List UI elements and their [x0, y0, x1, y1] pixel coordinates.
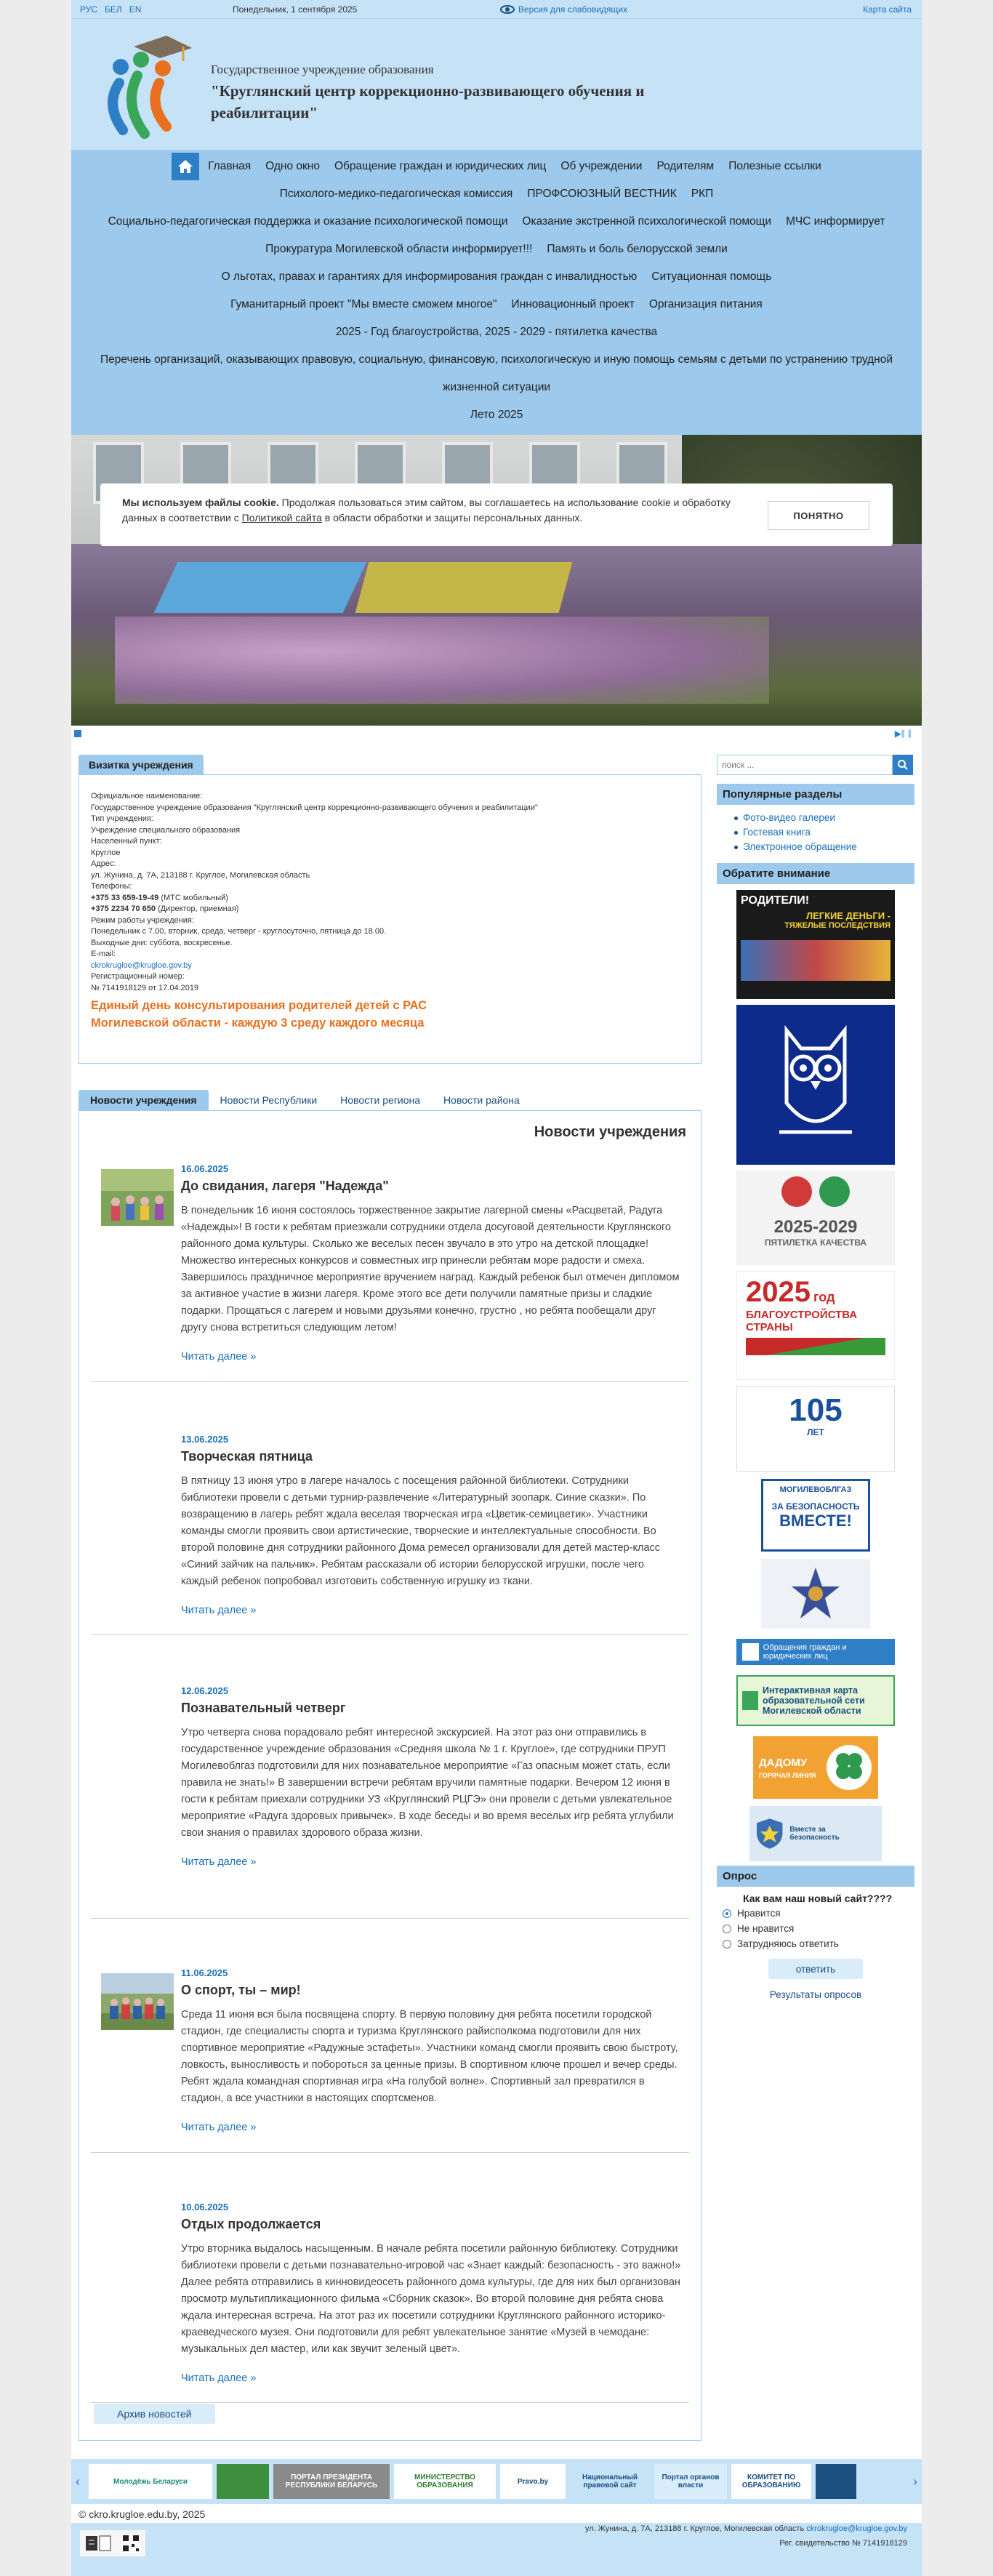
visit-line: Режим работы учреждения:: [91, 915, 194, 925]
footer-email-link[interactable]: ckrokruglоe@kruglоe.gov.by: [806, 2524, 907, 2533]
banner-text: Вместе за безопасность: [789, 1826, 840, 1842]
visit-line: Круглое: [91, 848, 121, 857]
banner-text: РОДИТЕЛИ!: [741, 894, 810, 907]
banner-text: ЗА БЕЗОПАСНОСТЬ: [771, 1501, 860, 1512]
read-more-link[interactable]: Читать далее »: [181, 1856, 257, 1868]
cookie-text: [122, 495, 762, 526]
popular-gallery[interactable]: Фото-видео галереи: [743, 811, 914, 825]
banner-text: Интерактивная карта образовательной сети Могилевской области: [763, 1685, 865, 1716]
news-title[interactable]: До свидания, лагеря "Надежда": [181, 1179, 389, 1193]
news-title[interactable]: Творческая пятница: [181, 1449, 313, 1464]
news-text: В пятницу 13 июня утро в лагере началось с посещения районной библиотеки. Сотрудники библиотеки провели с детьми турнир-развлечение «Литературный зоопарк. Синие сказки». По возвращению в лагерь ребят ждала веселая творческая игра «Цветик-семицветик». Участники команды смогли проявить свои артистические, творческие и интеллектуальные способности. Во второй половине дня сотрудники районного Дома ремесел организовали для детей мастер-класс «Синий зайчик на пальчик». Ребятам рассказали об истории белорусской игрушки, после чего каждый ребенок попробовал изготовить собственную игрушку из ткани.: [181, 1475, 661, 1587]
poll-option[interactable]: [717, 1906, 914, 1921]
footer-address: [585, 2524, 907, 2533]
news-title[interactable]: Познавательный четверг: [181, 1701, 346, 1715]
news-text: Среда 11 июня вся была посвящена спорту. В первую половину дня ребята посетили городской стадион, где специалисты спорта и туризма Круглянского райисполкома подготовили для них спортивное мероприятие «Радужные эстафеты». Участники команд смогли проявить свою быстроту, ловкость, выносливость и побороться за ценные призы. В спортивном ключе прошел и вечер среды. Ребят ждала командная спортивная игра «На голубой волне». Спортивный зал превратился в стадион, а все участники в настоящих спортсменов.: [181, 2009, 678, 2104]
nav-item[interactable]: Ситуационная помощь: [651, 270, 772, 283]
read-more-link[interactable]: Читать далее »: [181, 1351, 257, 1363]
news-tabs: [79, 1090, 701, 1110]
tab-district-news[interactable]: Новости района: [443, 1094, 520, 1106]
phone-2-desc: (Директор, приемная): [156, 904, 239, 913]
banner-text: ЛЕГКИЕ ДЕНЬГИ -: [805, 910, 891, 921]
attention-head: Обратите внимание: [717, 863, 914, 884]
tab-region-news[interactable]: Новости региона: [340, 1094, 421, 1106]
banner-text: ДАДОМУ: [759, 1756, 808, 1769]
nav-row-9: [79, 401, 914, 429]
banner-emblem: [781, 1176, 812, 1207]
slider-controls: [71, 726, 922, 740]
banner-dadomu-texts: [759, 1757, 820, 1779]
nav-item[interactable]: Психолого-медико-педагогическая комиссия: [279, 188, 513, 200]
nav-item[interactable]: 2025 - Год благоустройства, 2025 - 2029 - пятилетка качества: [335, 326, 658, 338]
poll-results-link[interactable]: Результаты опросов: [769, 1989, 862, 2000]
home-button[interactable]: [172, 153, 199, 180]
nav-row-6: [79, 291, 914, 318]
nav-item[interactable]: Одно окно: [265, 160, 320, 172]
nav-row-8: [79, 346, 914, 401]
news-title[interactable]: Отдых продолжается: [181, 2217, 321, 2231]
visit-line: Адрес:: [91, 859, 116, 868]
star-emblem-icon: [790, 1565, 841, 1623]
play-icon[interactable]: ▶: [894, 729, 901, 739]
visit-reg-label: Регистрационный номер:: [91, 972, 185, 981]
visit-line: E-mail:: [91, 950, 116, 958]
org-type: Государственное учреждение образования: [211, 63, 434, 76]
partner-logo[interactable]: ПОРТАЛ ПРЕЗИДЕНТА РЕСПУБЛИКИ БЕЛАРУСЬ: [273, 2464, 390, 2499]
news-text: Утро вторника выдалось насыщенным. В начале ребята посетили районную библиотеку. Сотрудники библиотеки провели с детьми познавательно-игровой час «Знает каждый: безопасность - это важно!» Далее ребята отправились в кинновидеосеть районного дома культуры, где для них был организован просмотр мультипликационного фильма «Сборник сказок». Во второй половине дня ребята снова ждала интересная встреча. На этот раз их посетили сотрудники Круглянского районного историко-краеведческого музея. Они подготовили для ребят увлекательное занятие «Музей в чемодане: музыкальных дел мастер, или как звучит зеленый цвет».: [181, 2243, 681, 2355]
read-more-link[interactable]: Читать далее »: [181, 2372, 257, 2384]
news-date: 16.06.2025: [181, 1163, 229, 1174]
banner-text: ВМЕСТЕ!: [779, 1512, 852, 1530]
footer-registration: Рег. свидетельство № 7141918129: [779, 2539, 907, 2548]
visit-card: [79, 774, 701, 1064]
nav-item[interactable]: РКП: [691, 188, 714, 200]
poll-option[interactable]: [717, 1921, 914, 1936]
nav-row-5: [79, 263, 914, 291]
nav-item[interactable]: МЧС информирует: [786, 215, 885, 228]
banner-text: Обращения граждан и юридических лиц: [763, 1643, 847, 1661]
map-icon: [742, 1691, 758, 1710]
visit-reg: № 7141918129 от 17.04.2019: [91, 983, 199, 992]
footer-address-text: ул. Жунина, д. 7А, 213188 г. Круглое, Могилевская область: [584, 2524, 807, 2533]
banner-text: ТЯЖЕЛЫЕ ПОСЛЕДСТВИЯ: [784, 921, 891, 930]
counter-badge[interactable]: [80, 2530, 145, 2556]
poll-question: Как вам наш новый сайт????: [743, 1893, 893, 1904]
banner-flag: [746, 1338, 885, 1355]
news-date: 11.06.2025: [181, 1967, 228, 1978]
qr-icon: [121, 2534, 140, 2553]
phone-1-number[interactable]: +375 33 659-19-49: [91, 893, 159, 902]
news-date: 13.06.2025: [181, 1434, 229, 1445]
banner-owl[interactable]: [736, 1005, 895, 1165]
nav-item[interactable]: Память и боль белорусской земли: [547, 243, 728, 255]
partner-logo[interactable]: МИНИСТЕРСТВО ОБРАЗОВАНИЯ: [394, 2464, 496, 2499]
nav-row-4: [79, 236, 914, 263]
news-date: 12.06.2025: [181, 1685, 229, 1696]
clover-icon: [826, 1744, 872, 1791]
nav-row-2: [79, 180, 914, 208]
news-divider: [91, 2402, 689, 2403]
visit-line: Государственное учреждение образования "Круглянский центр коррекционно-развивающего обучения и реабилитации": [91, 803, 538, 812]
nav-item[interactable]: Родителям: [656, 160, 715, 172]
slide-flowerbed: [355, 562, 573, 613]
main-nav: [71, 150, 922, 435]
main-column: [79, 755, 701, 2441]
poll-option-label: Затрудняюсь ответить: [737, 1938, 839, 1949]
news-divider: [91, 2152, 689, 2153]
news-thumbnail[interactable]: [101, 1973, 174, 2030]
nav-item[interactable]: Лето 2025: [470, 409, 523, 421]
banner-image: [741, 940, 891, 981]
tab-republic-news[interactable]: Новости Республики: [220, 1094, 318, 1106]
visit-line: Официальное наименование:: [91, 792, 203, 801]
visit-line: Телефоны:: [91, 882, 132, 891]
news-content: [181, 1685, 682, 1868]
popular-e-appeal[interactable]: Электронное обращение: [743, 840, 914, 854]
banner-year-line: [746, 1276, 885, 1309]
news-panel: [79, 1110, 701, 2441]
copyright: © ckro.kruglоe.edu.by, 2025: [79, 2508, 206, 2520]
visit-line: Тип учреждения:: [91, 814, 153, 823]
banner-dadomu[interactable]: [753, 1736, 878, 1799]
page: [71, 0, 922, 2576]
language-switcher: [80, 4, 141, 15]
nav-item[interactable]: Перечень организаций, оказывающих правовую, социальную, финансовую, психологическую и иную помощь семьям с детьми по устранению трудной жизненной ситуации: [100, 353, 893, 393]
shield-icon: [755, 1817, 784, 1850]
banner-text: ЛЕТ: [807, 1427, 824, 1437]
news-divider: [91, 1634, 689, 1635]
banner-year-improvement[interactable]: [736, 1271, 895, 1380]
phone-1-desc: (МТС мобильный): [158, 893, 228, 902]
banner-emblem: [819, 1176, 850, 1207]
partner-logo[interactable]: Национальный правовой сайт: [570, 2464, 650, 2499]
news-title[interactable]: О спорт, ты – мир!: [181, 1983, 301, 1997]
footer: [71, 2523, 922, 2576]
nav-item[interactable]: Полезные ссылки: [728, 160, 821, 172]
pause-icon[interactable]: ❚❚: [899, 729, 913, 738]
visit-line: Учреждение специального образования: [91, 825, 241, 835]
search-button[interactable]: [893, 755, 913, 775]
banner-text: 2025: [746, 1276, 811, 1308]
banner-text: ГОРЯЧАЯ ЛИНИЯ: [759, 1771, 816, 1779]
radio[interactable]: [723, 1925, 731, 1933]
banner-emblem-star[interactable]: [761, 1559, 870, 1629]
banner-emblems: [736, 1176, 895, 1207]
visit-line: ул. Жунина, д. 7А, 213188 г. Круглое, Могилевская область: [91, 870, 310, 880]
banner-text: МОГИЛЕВОБЛГАЗ: [779, 1485, 852, 1494]
nav-item[interactable]: Прокуратура Могилевской области информирует!!!: [265, 243, 533, 255]
partner-logo[interactable]: КОМИТЕТ ПО ОБРАЗОВАНИЮ: [731, 2464, 811, 2499]
nav-item[interactable]: Инновационный проект: [511, 298, 635, 310]
partners-carousel: [71, 2459, 922, 2504]
banner-text: год: [813, 1290, 835, 1304]
slide-flowerbed: [115, 617, 769, 704]
cookie-accept-button[interactable]: ПОНЯТНО: [768, 501, 869, 530]
search-form: [717, 755, 914, 775]
visit-line: Выходные дни: суббота, воскресенье.: [91, 938, 233, 947]
radio-checked[interactable]: [723, 1909, 731, 1918]
slide-indicator[interactable]: [74, 730, 81, 737]
current-date: Понедельник, 1 сентября 2025: [233, 4, 358, 15]
search-icon: [897, 759, 909, 771]
banner-quality-five-year[interactable]: [736, 1171, 895, 1265]
poll-option[interactable]: [717, 1936, 914, 1951]
banner-interactive-map[interactable]: [736, 1675, 895, 1726]
home-icon: [177, 159, 193, 174]
partner-logo[interactable]: Молодёжь Беларуси: [89, 2464, 212, 2499]
phone-2-number[interactable]: +375 2234 70 650: [91, 904, 156, 913]
carousel-next-icon[interactable]: ›: [913, 2473, 917, 2489]
nav-row-1: [79, 153, 914, 180]
banner-105-years[interactable]: [736, 1386, 895, 1472]
topbar: [71, 0, 922, 19]
poll-vote-button[interactable]: ответить: [768, 1959, 863, 1979]
radio[interactable]: [723, 1940, 731, 1949]
org-name: "Круглянский центр коррекционно-развивающего обучения и реабилитации": [211, 82, 645, 121]
cookie-bold: Мы используем файлы cookie.: [122, 497, 279, 508]
banner-appeals[interactable]: [736, 1639, 895, 1665]
news-content: [181, 1163, 682, 1363]
banner-text: СТРАНЫ: [746, 1321, 793, 1333]
nav-item[interactable]: Социально-педагогическая поддержка и оказание психологической помощи: [108, 215, 508, 228]
pen-icon: [742, 1643, 759, 1661]
banner-legkie-dengi[interactable]: [736, 890, 895, 999]
search-input[interactable]: [717, 755, 893, 775]
visit-line: Понедельник с 7.00, вторник, среда, четверг - круглосуточно, пятница до 18.00.: [91, 927, 387, 936]
cookie-policy-link[interactable]: Политикой сайта: [241, 512, 322, 523]
phone-1: [91, 893, 689, 904]
cookie-text-1: Продолжая пользоваться этим сайтом, вы соглашаетесь на использование cookie и обработку данных в соответствии с: [122, 497, 731, 523]
lang-by[interactable]: БЕЛ: [105, 4, 122, 15]
popular-guestbook[interactable]: Гостевая книга: [743, 825, 914, 840]
news-archive-button[interactable]: Архив новостей: [94, 2404, 215, 2424]
news-content: [181, 1434, 682, 1616]
nav-item[interactable]: Гуманитарный проект "Мы вместе сможем многое": [230, 298, 497, 310]
poll-block: [717, 1866, 914, 2000]
news-divider: [91, 1918, 689, 1919]
impaired-version-link[interactable]: [500, 4, 627, 15]
news-divider: [91, 1381, 689, 1382]
popular-head: Популярные разделы: [717, 784, 914, 805]
carousel-prev-icon[interactable]: ‹: [76, 2473, 80, 2489]
hero-slider: [71, 435, 922, 726]
nav-item[interactable]: Организация питания: [648, 298, 763, 310]
news-content: [181, 1967, 682, 2133]
attention-block: [717, 863, 914, 1861]
read-more-link[interactable]: Читать далее »: [181, 1605, 257, 1616]
owl-icon: [768, 1023, 863, 1147]
news-text: В понедельник 16 июня состоялось торжественное закрытие лагерной смены «Расцветай, Радуга «Надежды»! В гости к ребятам приезжали сотрудники отдела досуговой деятельности Круглянского районного дома культуры. Сколько же веселых песен звучало в это утро на детской площадке! Множество интересных конкурсов и совместных игр принесли ребятам море радости и смеха. Завершилось праздничное мероприятие вручением наград. Каждый ребенок был отмечен дипломом за активное участие в жизни лагеря. Кроме этого все дети получили памятные призы и сладкие подарки. Прощаться с лагерем и новыми друзьями конечно, грустно , но ребята пообещали друг другу снова встретиться следующим летом!: [181, 1205, 680, 1333]
popular-sections: [717, 784, 914, 860]
tab-institution-news[interactable]: Новости учреждения: [79, 1090, 209, 1110]
news-text: Утро четверга снова порадовало ребят интересной экскурсией. На этот раз они отправились в государственное учреждение образования «Средняя школа № 1 г. Круглое», где сотрудники ПРУП Могилевоблгаз подготовили для них познавательное мероприятие «Газ опасным может стать, если правила не знать!» В завершении встречи ребятам вручили памятные подарки. Вечером 12 июня в гости к ребятам приехали сотрудники УЗ «Круглянский РЦГЭ» они провели с детьми увлекательное мероприятие «Радуга здоровых привычек». В ходе беседы и во время веселых игр ребята углубили свои знания о правилах здорового образа жизни.: [181, 1727, 674, 1839]
partners-logos: [84, 2464, 909, 2499]
nav-item[interactable]: Обращение граждан и юридических лиц: [334, 160, 547, 172]
read-more-link[interactable]: Читать далее »: [181, 2122, 257, 2133]
nav-item[interactable]: Оказание экстренной психологической помощи: [522, 215, 772, 228]
partner-logo[interactable]: Pravo.by: [500, 2464, 566, 2499]
impaired-label: Версия для слабовидящих: [518, 4, 628, 15]
partner-logo[interactable]: [217, 2464, 269, 2499]
banner-text: 2025-2029: [773, 1217, 858, 1237]
nav-item[interactable]: Об учреждении: [560, 160, 643, 172]
banner-together-safety[interactable]: [749, 1806, 882, 1861]
logo-icon[interactable]: [90, 32, 199, 141]
rds-announcement[interactable]: Единый день консультирования родителей детей с РАС Могилевской области - каждую 3 среду каждого месяца: [91, 999, 427, 1030]
nav-item[interactable]: О льготах, правах и гарантиях для информирования граждан с инвалидностью: [221, 270, 638, 283]
nav-item[interactable]: Главная: [208, 160, 252, 172]
banner-mogilevoblgaz[interactable]: [761, 1479, 870, 1552]
poll-option-label: Нравится: [737, 1908, 781, 1919]
visit-card-tab: Визитка учреждения: [79, 755, 204, 775]
sitemap-link[interactable]: Карта сайта: [863, 4, 912, 15]
cookie-notice: [100, 483, 893, 546]
sidebar: [717, 755, 914, 2000]
lang-ru[interactable]: РУС: [80, 4, 98, 15]
banner-text: БЛАГОУСТРОЙСТВА: [746, 1309, 858, 1321]
poll-option-label: Не нравится: [737, 1923, 795, 1934]
nav-item[interactable]: ПРОФСОЮЗНЫЙ ВЕСТНИК: [527, 188, 677, 200]
visit-email-link[interactable]: ckrokruglоe@kruglоe.gov.by: [91, 960, 192, 970]
news-thumbnail[interactable]: [101, 1169, 174, 1226]
header: [71, 19, 922, 150]
banner-text: ПЯТИЛЕТКА КАЧЕСТВА: [764, 1237, 867, 1248]
banner-text: 105: [789, 1392, 843, 1428]
eye-icon: [500, 5, 515, 14]
cookie-text-2: в области обработки и защиты персональных данных.: [321, 512, 583, 523]
news-heading: Новости учреждения: [534, 1124, 686, 1140]
slide-flowerbed: [154, 562, 367, 613]
poll-head: Опрос: [717, 1866, 914, 1887]
news-date: 10.06.2025: [181, 2202, 229, 2212]
phone-2: [91, 904, 689, 915]
nav-row-3: [79, 208, 914, 236]
news-content: [181, 2202, 682, 2384]
partner-logo[interactable]: Портал органов власти: [654, 2464, 727, 2499]
nav-row-7: [79, 318, 914, 346]
lang-en[interactable]: EN: [129, 4, 142, 15]
partner-logo[interactable]: [816, 2464, 856, 2499]
visit-line: Населенный пункт:: [91, 837, 162, 846]
counter-icon: [85, 2535, 111, 2551]
